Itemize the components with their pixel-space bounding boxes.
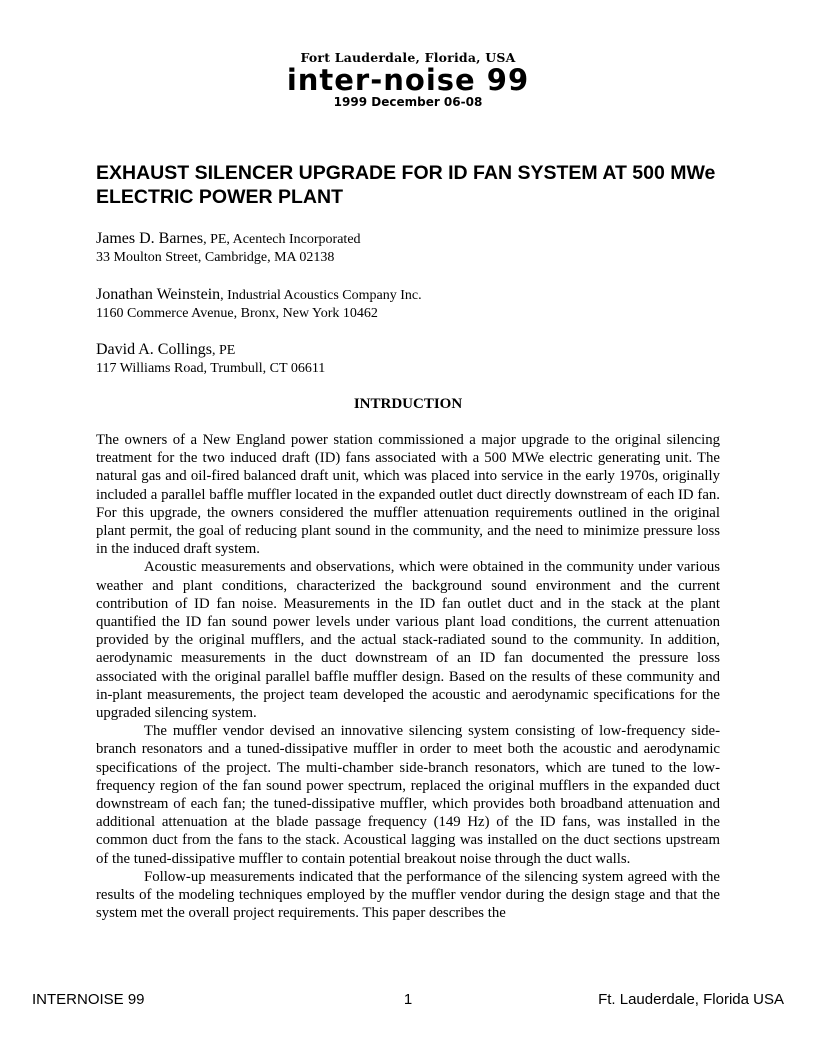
footer-conference: INTERNOISE 99 — [32, 991, 145, 1008]
conference-logo: inter-noise 99 — [286, 63, 530, 97]
author-block — [96, 341, 716, 378]
paragraph: Follow-up measurements indicated that the performance of the silencing system agreed with the results of the modeling techniques employed by the muffler vendor during the design stage and that the system met the overall project requirements. This paper describes the — [96, 868, 720, 922]
conference-location: Fort Lauderdale, Florida, USA — [300, 50, 516, 65]
author-name: David A. Collings — [96, 341, 213, 358]
paragraph: The muffler vendor devised an innovative silencing system consisting of low-frequency side-branch resonators and a tuned-dissipative muffler in order to meet both the acoustic and aerodynamic specifications of the project. The multi-chamber side-branch resonators, which are tuned to the low-frequency region of the fan sound power spectrum, replaced the original mufflers in the expanded duct downstream of each fan; the tuned-dissipative muffler, which provides both broadband attenuation and additional attenuation at the blade passage frequency (149 Hz) of the ID fans, was installed in the common duct from the fans to the stack. Acoustical lagging was installed on the duct sections upstream of the tuned-dissipative muffler to contain potential breakout noise through the duct walls. — [96, 723, 720, 867]
author-address: 117 Williams Road, Trumbull, CT 06611 — [96, 361, 326, 376]
conference-header — [0, 50, 816, 109]
author-block — [96, 230, 716, 267]
paragraph: Acoustic measurements and observations, which were obtained in the community under various weather and plant conditions, characterized the background sound environment and the current contribution of ID fan noise. Measurements in the ID fan outlet duct and in the stack at the plant quantified the ID fan sound power levels under various plant load conditions, the current attenuation provided by the original mufflers, and the actual stack-radiated sound to the community. In addition, aerodynamic measurements in the duct downstream of an ID fan documented the pressure loss associated with the original parallel baffle muffler design. Based on the results of these community and in-plant measurements, the project team developed the acoustic and aerodynamic specifications for the upgraded silencing system. — [96, 559, 720, 722]
paper-title: EXHAUST SILENCER UPGRADE FOR ID FAN SYSTEM AT 500 MWe ELECTRIC POWER PLANT — [96, 162, 716, 208]
paragraph: The owners of a New England power station commissioned a major upgrade to the original silencing treatment for the two induced draft (ID) fans associated with a 500 MWe electric generating unit. The natural gas and oil-fired balanced draft unit, which was placed into service in the early 1970s, originally included a parallel baffle muffler located in the expanded outlet duct directly downstream of each ID fan. For this upgrade, the owners considered the muffler attenuation requirements outlined in the original plant permit, the goal of reducing plant sound in the community, and the need to minimize pressure loss in the induced draft system. — [96, 432, 720, 558]
author-block — [96, 286, 716, 323]
author-affiliation: , PE, Acentech Incorporated — [203, 232, 361, 247]
page-number: 1 — [403, 991, 413, 1008]
author-affiliation: , PE — [212, 343, 236, 358]
body-text — [96, 431, 720, 922]
section-heading: INTRDUCTION — [353, 396, 463, 412]
author-address: 33 Moulton Street, Cambridge, MA 02138 — [96, 250, 335, 265]
author-name: Jonathan Weinstein — [96, 286, 221, 303]
conference-date: 1999 December 06-08 — [333, 95, 483, 109]
author-name: James D. Barnes — [96, 230, 204, 247]
author-address: 1160 Commerce Avenue, Bronx, New York 10462 — [96, 306, 378, 321]
footer-location: Ft. Lauderdale, Florida USA — [598, 991, 784, 1008]
author-affiliation: , Industrial Acoustics Company Inc. — [220, 288, 422, 303]
page-footer — [32, 991, 784, 1011]
